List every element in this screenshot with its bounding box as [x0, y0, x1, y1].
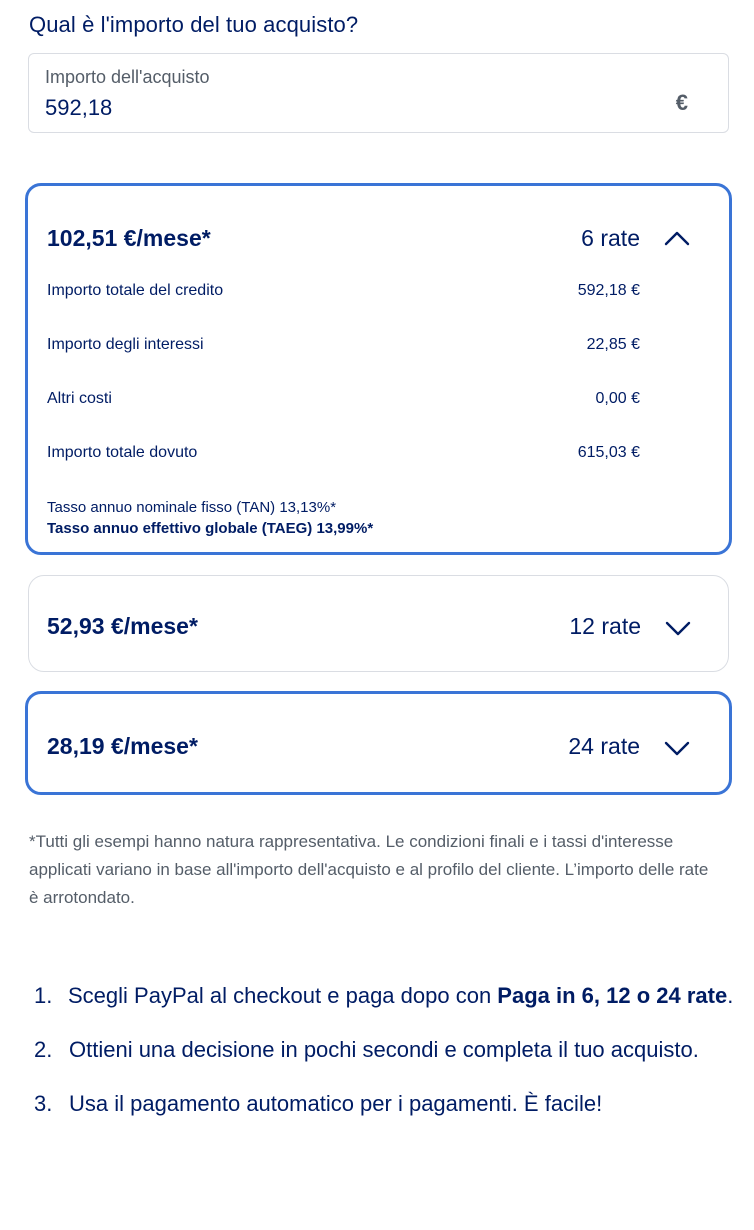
detail-row-credit — [47, 282, 640, 300]
step-number: 1. — [34, 983, 53, 1008]
step-text: Ottieni una decisione in pochi secondi e completa il tuo acquisto. — [69, 1037, 699, 1062]
disclaimer-text: *Tutti gli esempi hanno natura rappresentativa. Le condizioni finali e i tassi d'interesse applicati variano in base all'importo dell'acquisto e al profilo del cliente. L’importo delle rate è arrotondato. — [29, 832, 709, 907]
chevron-up-icon[interactable] — [664, 230, 690, 246]
detail-value: 0,00 € — [595, 390, 640, 407]
tan-note: Tasso annuo nominale fisso (TAN) 13,13%* — [47, 499, 337, 516]
amount-question: Qual è l'importo del tuo acquisto? — [29, 12, 359, 37]
step-text-end: . — [727, 983, 734, 1008]
detail-value: 22,85 € — [586, 336, 640, 353]
detail-label: Importo totale dovuto — [47, 444, 198, 461]
step-number: 2. — [34, 1037, 53, 1062]
plan-24-rate[interactable] — [25, 691, 732, 795]
step-text: Usa il pagamento automatico per i pagamenti. È facile! — [69, 1091, 603, 1116]
taeg-note: Tasso annuo effettivo globale (TAEG) 13,99%* — [47, 520, 374, 537]
detail-value: 615,03 € — [577, 444, 640, 461]
plan-monthly-amount: 52,93 €/mese* — [47, 613, 198, 639]
step-text-bold: Paga in 6, 12 o 24 rate — [497, 983, 728, 1008]
plan-rate-count: 6 rate — [581, 225, 640, 251]
amount-input[interactable] — [45, 95, 605, 121]
detail-value: 592,18 € — [577, 282, 640, 299]
detail-label: Importo totale del credito — [47, 282, 224, 299]
plan-rate-count: 24 rate — [568, 733, 640, 759]
plan-12-rate[interactable] — [28, 575, 729, 672]
step-item — [34, 980, 734, 1011]
plan-monthly-amount: 102,51 €/mese* — [47, 225, 211, 251]
detail-row-other-costs — [47, 390, 640, 408]
plan-monthly-amount: 28,19 €/mese* — [47, 733, 198, 759]
detail-label: Altri costi — [47, 390, 112, 407]
step-item — [34, 1034, 734, 1065]
plan-6-rate[interactable] — [25, 183, 732, 555]
chevron-down-icon[interactable] — [665, 620, 691, 636]
amount-label: Importo dell'acquisto — [45, 67, 210, 87]
detail-row-total-due — [47, 444, 640, 462]
step-number: 3. — [34, 1091, 53, 1116]
detail-row-interest — [47, 336, 640, 354]
step-item — [34, 1088, 734, 1119]
steps-list — [34, 980, 734, 1142]
detail-label: Importo degli interessi — [47, 336, 204, 353]
amount-field[interactable] — [28, 53, 729, 133]
chevron-down-icon[interactable] — [664, 740, 690, 756]
plan-rate-count: 12 rate — [569, 613, 641, 639]
step-text: Scegli PayPal al checkout e paga dopo con — [68, 983, 498, 1008]
currency-symbol: € — [675, 90, 688, 115]
